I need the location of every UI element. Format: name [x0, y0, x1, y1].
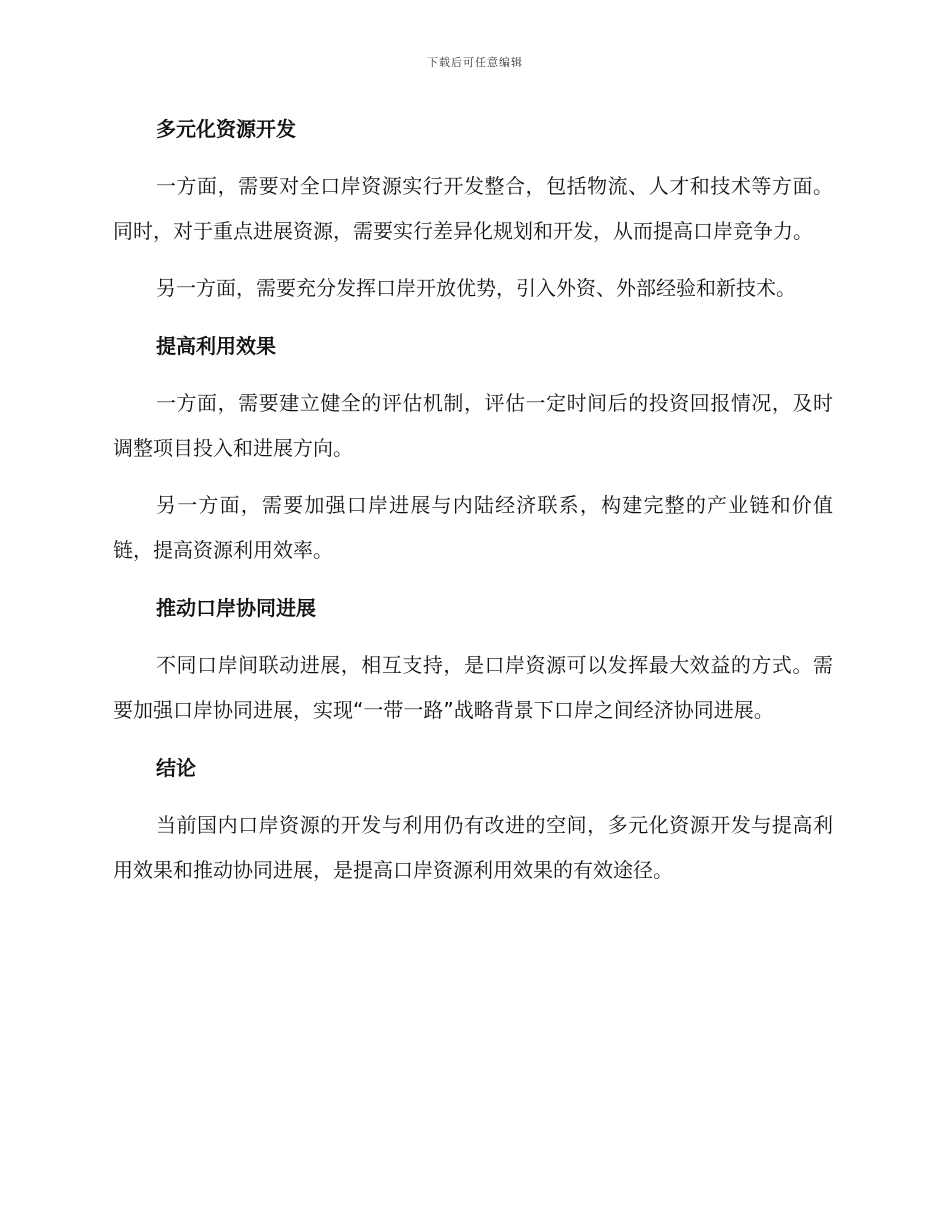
paragraph: 当前国内口岸资源的开发与利用仍有改进的空间，多元化资源开发与提高利用效果和推动协同进展，是提高口岸资源利用效果的有效途径。	[113, 813, 833, 882]
section	[113, 585, 833, 733]
section	[113, 106, 833, 311]
section	[113, 323, 833, 573]
paragraph: 另一方面，需要充分发挥口岸开放优势，引入外资、外部经验和新技术。	[156, 276, 796, 300]
section-heading: 多元化资源开发	[156, 117, 296, 141]
section	[113, 745, 833, 893]
paragraph: 另一方面，需要加强口岸进展与内陆经济联系，构建完整的产业链和价值链，提高资源利用效率。	[113, 493, 833, 562]
paragraph: 一方面，需要建立健全的评估机制，评估一定时间后的投资回报情况，及时调整项目投入和进展方向。	[113, 391, 833, 460]
paragraph: 一方面，需要对全口岸资源实行开发整合，包括物流、人才和技术等方面。同时，对于重点进展资源，需要实行差异化规划和开发，从而提高口岸竞争力。	[113, 174, 833, 243]
paragraph: 不同口岸间联动进展，相互支持，是口岸资源可以发挥最大效益的方式。需要加强口岸协同进展，实现“一带一路”战略背景下口岸之间经济协同进展。	[113, 653, 833, 722]
section-heading: 结论	[156, 756, 196, 780]
header-note: 下载后可任意编辑	[427, 56, 523, 69]
document-body	[113, 106, 833, 905]
section-heading: 提高利用效果	[156, 334, 276, 358]
section-heading: 推动口岸协同进展	[156, 596, 316, 620]
